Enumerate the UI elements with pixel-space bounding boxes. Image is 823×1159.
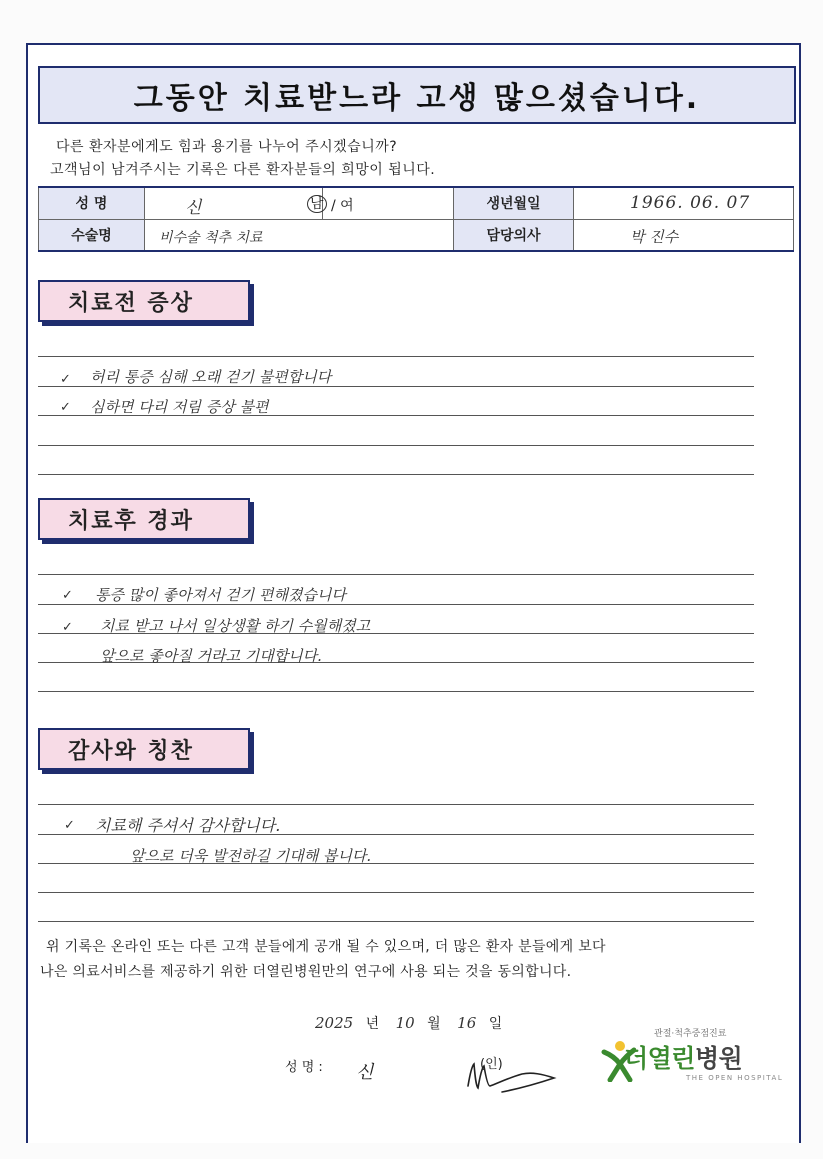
surgery-label: 수술명: [39, 219, 145, 251]
thanks-entry-1: 치료해 주셔서 감사합니다.: [95, 816, 281, 835]
section-title-before: 치료전 증상: [38, 280, 250, 322]
birth-cell[interactable]: [574, 187, 794, 219]
after-check-1: ✓: [62, 588, 73, 603]
logo-name: [624, 1039, 742, 1075]
date-day: 16: [457, 1014, 477, 1032]
signature-name: 신: [356, 1062, 374, 1083]
after-entry-3: 앞으로 좋아질 거라고 기대합니다.: [100, 647, 322, 665]
before-check-1: ✓: [60, 372, 71, 387]
signature-label: 성 명 :: [285, 1060, 323, 1075]
form-title: 그동안 치료받느라 고생 많으셨습니다.: [133, 81, 701, 116]
after-entry-2: 치료 받고 나서 일상생활 하기 수월해졌고: [100, 617, 371, 635]
logo-english: THE OPEN HOSPITAL: [686, 1074, 784, 1082]
date-year-unit: 년: [365, 1016, 380, 1032]
consent-line-1: 위 기록은 온라인 또는 다른 고객 분들에게 공개 될 수 있으며, 더 많은 환자 분들에게 보다: [46, 939, 606, 955]
name-cell[interactable]: [145, 187, 354, 219]
after-entry-1: 통증 많이 좋아져서 걷기 편해졌습니다: [95, 586, 346, 604]
doctor-cell[interactable]: [574, 219, 794, 251]
thanks-rule-4: [38, 892, 754, 893]
before-rule-4: [38, 445, 754, 446]
logo-tagline: 관절·척추중점진료: [654, 1029, 727, 1039]
date-day-unit: 일: [488, 1016, 503, 1032]
thanks-check-1: ✓: [64, 818, 75, 833]
gender-male-circled: 남: [307, 195, 327, 213]
patient-info-table: [38, 186, 794, 252]
section-title-after: 치료후 경과: [38, 498, 250, 540]
thanks-rule-1: [38, 804, 754, 805]
doctor-value: 박 진수: [630, 227, 679, 246]
before-rule-5: [38, 474, 754, 475]
surgery-value: 비수술 척추 치료: [159, 229, 263, 246]
name-value: 신: [185, 198, 202, 218]
signed-date: [315, 1013, 502, 1033]
before-entry-2: 심하면 다리 저림 증상 불편: [90, 398, 269, 416]
after-rule-1: [38, 574, 754, 575]
logo-name-part1: 더열린: [624, 1044, 695, 1073]
form-header: [38, 66, 796, 124]
seal-mark: (인): [480, 1057, 503, 1072]
after-rule-5: [38, 691, 754, 692]
intro-line-2: 고객님이 남겨주시는 기록은 다른 환자분들의 희망이 됩니다.: [50, 162, 436, 178]
date-month-unit: 월: [427, 1016, 441, 1032]
consent-line-2: 나은 의료서비스를 제공하기 위한 더열린병원만의 연구에 사용 되는 것을 동의합니다.: [40, 964, 572, 980]
section-title-thanks: 감사와 칭찬: [38, 728, 250, 770]
date-month: 10: [395, 1014, 415, 1032]
before-check-2: ✓: [60, 400, 71, 415]
thanks-rule-5: [38, 921, 754, 922]
date-year: 2025: [315, 1014, 354, 1032]
gender-female-option: / 여: [331, 198, 354, 214]
surgery-cell[interactable]: [145, 219, 454, 251]
before-rule-1: [38, 356, 754, 357]
before-entry-1: 허리 통증 심해 오래 걷기 불편합니다: [90, 368, 332, 386]
doctor-label: 담당의사: [454, 219, 574, 251]
thanks-entry-2: 앞으로 더욱 발전하길 기대해 봅니다.: [130, 847, 372, 865]
intro-line-1: 다른 환자분에게도 힘과 용기를 나누어 주시겠습니까?: [56, 139, 398, 155]
name-label: 성 명: [39, 187, 145, 219]
handwritten-signature: [462, 1056, 562, 1096]
after-check-2: ✓: [62, 620, 73, 635]
logo-name-part2: 병원: [694, 1044, 743, 1073]
birth-label: 생년월일: [454, 187, 574, 219]
birth-value: 1966. 06. 07: [630, 193, 751, 213]
